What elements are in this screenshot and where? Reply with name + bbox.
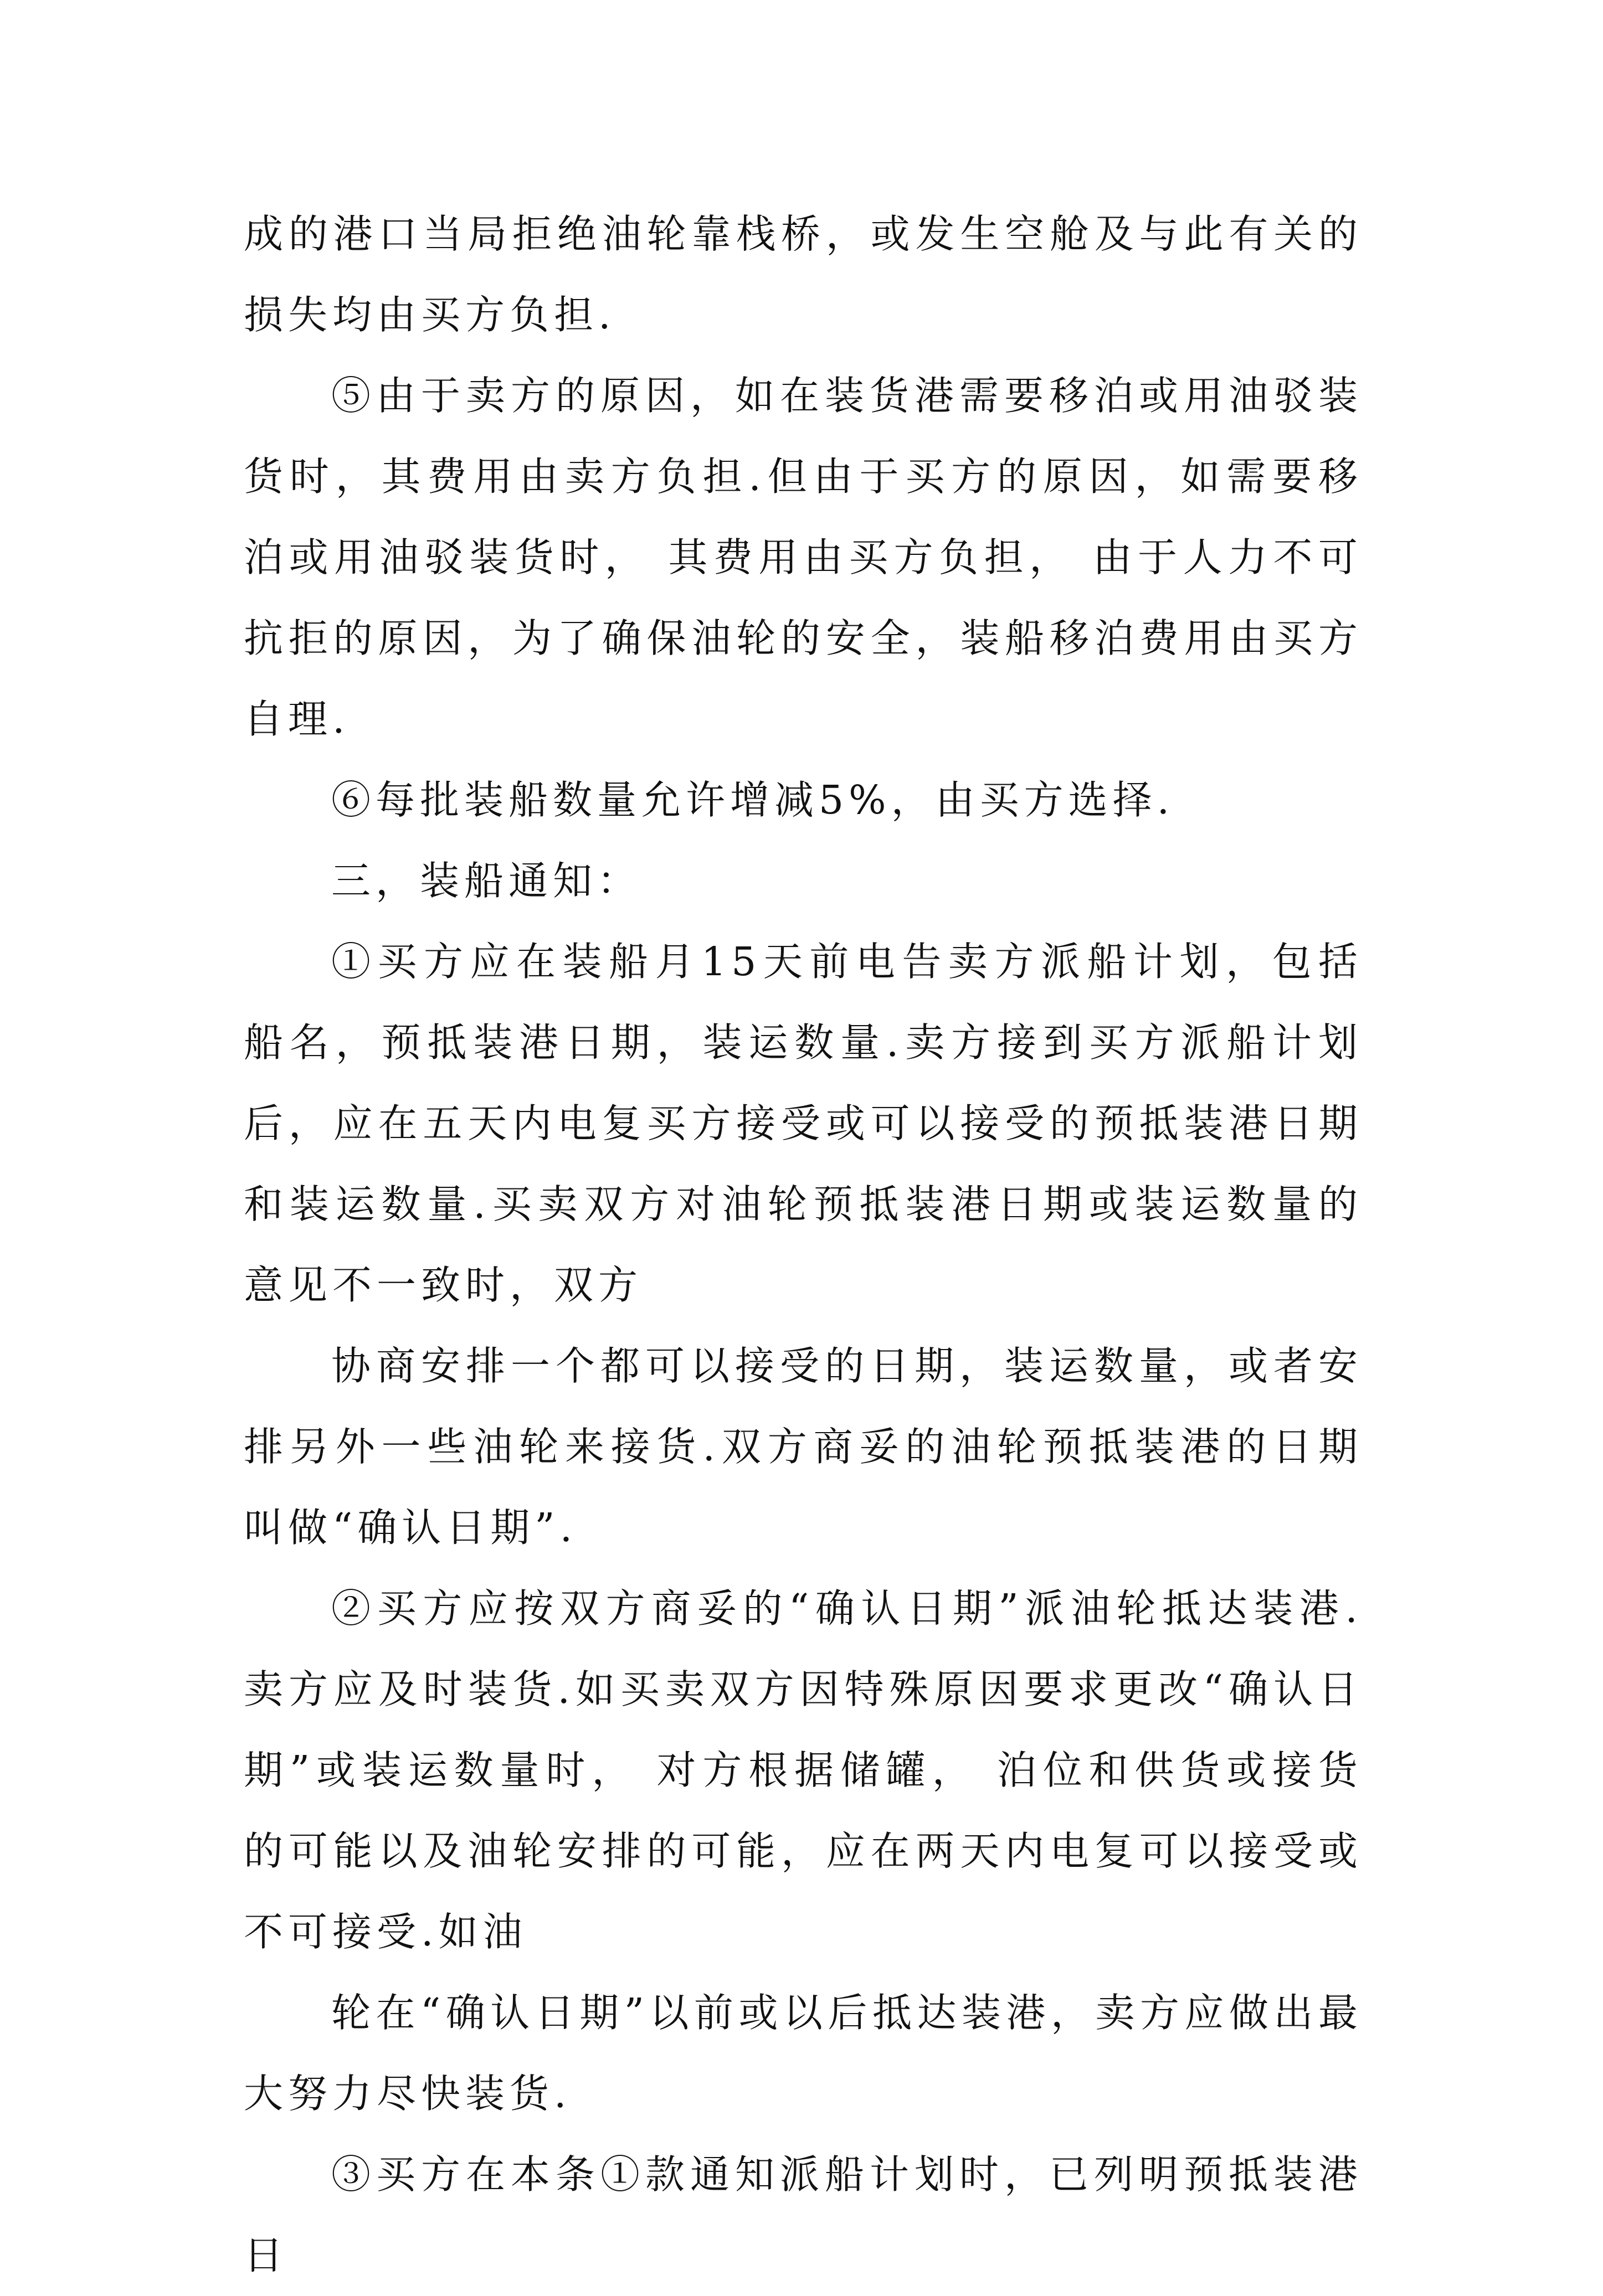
paragraph-shifting-costs: ⑤由于卖方的原因，如在装货港需要移泊或用油驳装货时，其费用由卖方负担.但由于买方的原因，如需要移泊或用油驳装货时， 其费用由买方负担， 由于人力不可抗拒的原因，为了确保油轮的安全，装船移泊费用由买方自理. xyxy=(244,373,1363,742)
paragraph-clause-three: ③买方在本条①款通知派船计划时，已列明预抵装港日 xyxy=(244,2151,1363,2278)
paragraph-date-change: ②买方应按双方商妥的“确认日期”派油轮抵达装港.卖方应及时装货.如买卖双方因特殊原因要求更改“确认日期”或装运数量时， 对方根据储罐， 泊位和供货或接货的可能以及油轮安排的可能，应在两天内电复可以接受或不可接受.如油 xyxy=(244,1585,1363,1955)
section-heading-shipping-notice: 三，装船通知： xyxy=(331,858,642,904)
paragraph-loss-liability: 成的港口当局拒绝油轮靠栈桥，或发生空舱及与此有关的损失均由买方负担. xyxy=(244,211,1363,338)
paragraph-confirmed-date: 协商安排一个都可以接受的日期，装运数量，或者安排另外一些油轮来接货.双方商妥的油轮预抵装港的日期叫做“确认日期”. xyxy=(244,1343,1363,1551)
paragraph-early-late-arrival: 轮在“确认日期”以前或以后抵达装港，卖方应做出最大努力尽快装货. xyxy=(244,1990,1363,2117)
paragraph-quantity-tolerance: ⑥每批装船数量允许增减5%，由买方选择. xyxy=(331,777,1175,823)
paragraph-vessel-plan: ①买方应在装船月15天前电告卖方派船计划，包括船名，预抵装港日期，装运数量.卖方接到买方派船计划后，应在五天内电复买方接受或可以接受的预抵装港日期和装运数量.买卖双方对油轮预抵装港日期或装运数量的意见不一致时，双方 xyxy=(244,939,1363,1308)
document-body xyxy=(244,194,1363,2296)
